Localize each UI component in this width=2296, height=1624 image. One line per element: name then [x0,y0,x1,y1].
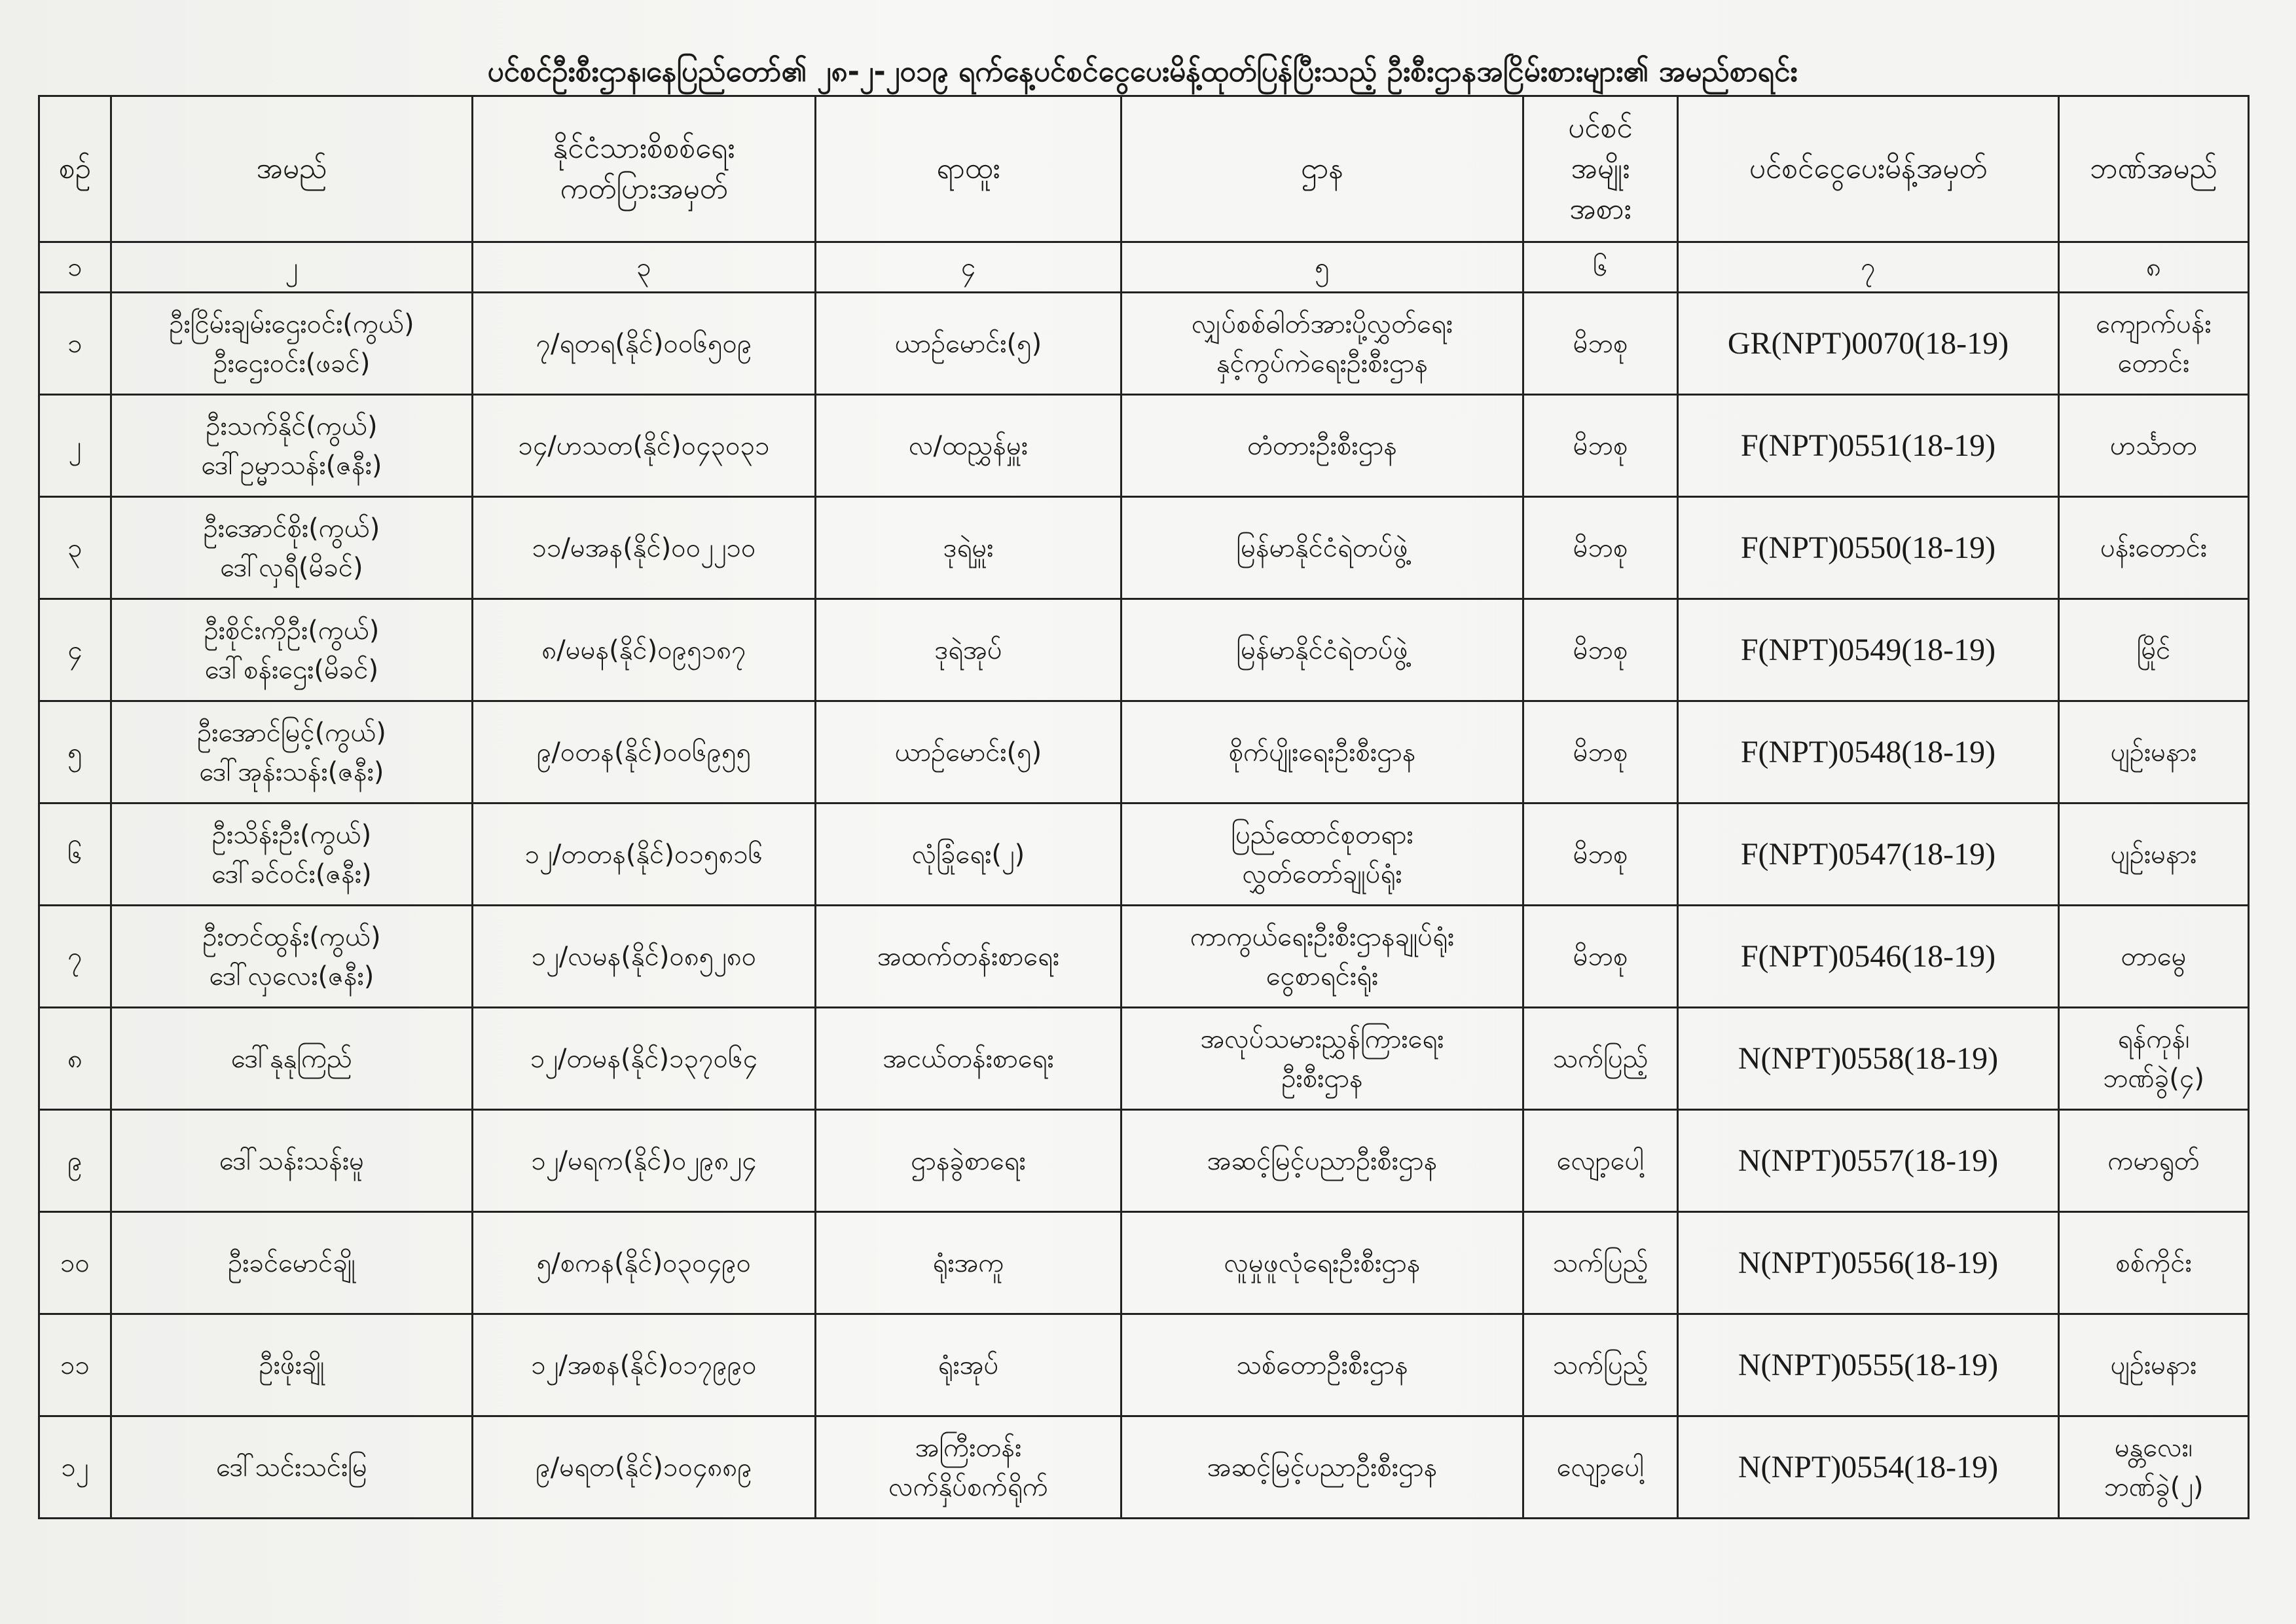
cell-department-line: မြန်မာနိုင်ငံရဲတပ်ဖွဲ့ [1236,532,1408,563]
cell-department-line: သစ်တောဦးစီးဌာန [1236,1350,1408,1380]
cell-department [1121,293,1523,395]
cell-department-line: အလုပ်သမားညွှန်ကြားရေး [1200,1024,1444,1054]
header-department [1121,96,1523,242]
cell-pension-type: မိဘစု [1523,701,1678,803]
cell-name-line: ဒေါ်နုနုကြည် [231,1043,352,1074]
header-line: ကတ်ပြားအမှတ် [560,172,728,206]
cell-order-number: N(NPT)0558(18-19) [1678,1008,2059,1110]
cell-rank [816,1416,1121,1519]
cell-nrc: ၅/စကန(နိုင်)၀၃၀၄၉၀ [473,1212,816,1314]
cell-name-line: ဦးသိန်းဦး(ကွယ်) [211,819,372,850]
header-bank [2059,96,2249,242]
cell-rank [816,803,1121,906]
cell-department-line: စိုက်ပျိုးရေးဦးစီးဌာန [1228,737,1416,767]
cell-bank-line: ပျဉ်းမနား [2110,737,2197,767]
column-number: ၂ [111,242,473,293]
table-header-row [39,96,2249,242]
cell-bank-line: ပျဉ်းမနား [2110,839,2197,870]
cell-name-line: ဒေါ်လှရီ(မိခင်) [220,552,363,583]
cell-rank-line: ရုံးအုပ် [938,1350,999,1380]
cell-order-number: F(NPT)0549(18-19) [1678,599,2059,701]
header-order-number [1678,96,2059,242]
cell-name [111,1314,473,1416]
cell-bank-line: တာမွေ [2121,941,2187,972]
cell-department [1121,906,1523,1008]
cell-bank-line: ဘဏ်ခွဲ(၄) [2102,1063,2205,1094]
header-line: နိုင်ငံသားစိစစ်ရေး [553,132,735,165]
cell-bank [2059,395,2249,497]
cell-rank-line: အကြီးတန်း [915,1432,1022,1463]
cell-name-line: ဦးသက်နိုင်(ကွယ်) [206,411,378,441]
cell-name-line: ဒေါ်သန်းသန်းမူ [219,1145,364,1176]
table-row [39,599,2249,701]
cell-rank-line: ဒုရဲအုပ် [934,635,1002,665]
cell-bank-line: ရန်ကုန်၊ [2117,1024,2190,1054]
table-row [39,1212,2249,1314]
cell-department-line: လျှပ်စစ်ဓါတ်အားပို့လွှတ်ရေး [1192,308,1453,339]
cell-pension-type: သက်ပြည့် [1523,1314,1678,1416]
cell-rank-line: လ/ထညွှန်မှူး [908,430,1029,461]
table-row [39,293,2249,395]
cell-pension-type: မိဘစု [1523,293,1678,395]
cell-name-line: ဦးခင်မောင်ချို [228,1247,355,1278]
cell-rank-line: အထက်တန်းစာရေး [877,941,1060,972]
cell-rank [816,906,1121,1008]
cell-rank [816,1110,1121,1212]
cell-name-line: ဒေါ်ဥမ္မာသန်း(ဇနီး) [201,450,382,481]
cell-bank-line: ပန်းတောင်း [2100,532,2208,563]
document-title: ပင်စင်ဦးစီးဌာန၊နေပြည်တော်၏ ၂၈-၂-၂၀၁၉ ရက်နေ့ပင်စင်ငွေပေးမိန့်ထုတ်ပြန်ပြီးသည့် ဦးစီးဌာနအငြိမ်းစားများ၏ အမည်စာရင်း [487,55,1798,88]
column-number: ၈ [2059,242,2249,293]
cell-order-number: F(NPT)0547(18-19) [1678,803,2059,906]
cell-order-number: F(NPT)0546(18-19) [1678,906,2059,1008]
cell-serial-no: ၂ [39,395,111,497]
cell-nrc: ၁၂/မရက(နိုင်)၀၂၉၈၂၄ [473,1110,816,1212]
cell-bank [2059,1212,2249,1314]
column-number: ၃ [473,242,816,293]
cell-serial-no: ၁၁ [39,1314,111,1416]
cell-department-line: ပြည်ထောင်စုတရား [1231,819,1413,850]
cell-serial-no: ၆ [39,803,111,906]
table-row [39,1110,2249,1212]
cell-nrc: ၉/ဝတန(နိုင်)၀၀၆၉၅၅ [473,701,816,803]
cell-rank [816,497,1121,599]
cell-pension-type: သက်ပြည့် [1523,1212,1678,1314]
cell-rank-line: အငယ်တန်းစာရေး [883,1043,1054,1074]
cell-department [1121,803,1523,906]
cell-name-line: ဦးတင်ထွန်း(ကွယ်) [202,921,381,952]
cell-pension-type: မိဘစု [1523,599,1678,701]
cell-serial-no: ၁၂ [39,1416,111,1519]
table-row [39,803,2249,906]
cell-nrc: ၉/မရတ(နိုင်)၁၀၄၈၈၉ [473,1416,816,1519]
cell-name [111,803,473,906]
header-pension-type [1523,96,1678,242]
cell-bank [2059,1008,2249,1110]
cell-bank-line: စစ်ကိုင်း [2115,1247,2192,1278]
cell-rank-line: ယာဉ်မောင်း(၅) [894,737,1042,767]
cell-name-line: ဒေါ်ခင်ဝင်း(ဇနီး) [211,858,372,889]
cell-rank [816,293,1121,395]
cell-department [1121,1416,1523,1519]
cell-department-line: မြန်မာနိုင်ငံရဲတပ်ဖွဲ့ [1236,635,1408,665]
cell-bank-line: ဘဏ်ခွဲ(၂) [2104,1471,2204,1502]
cell-name-line: ဦးအောင်စိုး(ကွယ်) [203,513,380,544]
cell-serial-no: ၁၀ [39,1212,111,1314]
header-line: ဘဏ်အမည် [2090,152,2217,185]
table-body [39,293,2249,1519]
cell-bank [2059,1416,2249,1519]
cell-pension-type: သက်ပြည့် [1523,1008,1678,1110]
header-no [39,96,111,242]
cell-order-number: GR(NPT)0070(18-19) [1678,293,2059,395]
cell-name [111,1008,473,1110]
cell-serial-no: ၃ [39,497,111,599]
cell-department [1121,1008,1523,1110]
cell-pension-type: မိဘစု [1523,803,1678,906]
column-number: ၁ [39,242,111,293]
cell-order-number: N(NPT)0554(18-19) [1678,1416,2059,1519]
cell-pension-type: လျော့ပေါ့ [1523,1110,1678,1212]
cell-name [111,1212,473,1314]
cell-order-number: F(NPT)0551(18-19) [1678,395,2059,497]
cell-order-number: F(NPT)0548(18-19) [1678,701,2059,803]
cell-rank-line: ယာဉ်မောင်း(၅) [894,328,1042,359]
cell-name-line: ဦးအောင်မြင့်(ကွယ်) [197,717,386,748]
cell-bank-line: ကမာရွတ် [2107,1145,2200,1176]
cell-bank [2059,701,2249,803]
cell-pension-type: မိဘစု [1523,497,1678,599]
cell-serial-no: ၈ [39,1008,111,1110]
cell-serial-no: ၅ [39,701,111,803]
cell-pension-type: လျော့ပေါ့ [1523,1416,1678,1519]
cell-rank-line: ရုံးအကူ [932,1247,1004,1278]
cell-department-line: ဦးစီးဌာန [1281,1063,1363,1094]
cell-nrc: ၇/ရတရ(နိုင်)၀၀၆၅၀၉ [473,293,816,395]
cell-order-number: N(NPT)0557(18-19) [1678,1110,2059,1212]
cell-name-line: ဒေါ်သင်းသင်းမြ [216,1452,367,1483]
header-line: ပင်စင်ငွေပေးမိန့်အမှတ် [1749,152,1988,185]
table-row [39,1416,2249,1519]
cell-name-line: ဒေါ်လှလေး(ဇနီး) [209,961,374,991]
cell-department-line: လွှတ်တော်ချုပ်ရုံး [1242,858,1402,889]
table-row [39,395,2249,497]
cell-name [111,395,473,497]
header-line: စဉ် [58,152,92,185]
cell-bank [2059,803,2249,906]
table-row [39,906,2249,1008]
cell-bank [2059,497,2249,599]
cell-nrc: ၁၁/မအန(နိုင်)၀၀၂၂၁၀ [473,497,816,599]
cell-nrc: ၁၂/တတန(နိုင်)၀၁၅၈၁၆ [473,803,816,906]
cell-bank [2059,1110,2249,1212]
cell-name-line: ဦးစိုင်းကိုဦး(ကွယ်) [204,615,380,646]
table-row [39,1008,2249,1110]
cell-name [111,1110,473,1212]
header-line: အမျိုး [1571,152,1630,185]
cell-name-line: ဒေါ်အုန်းသန်း(ဇနီး) [199,756,384,787]
column-number: ၄ [816,242,1121,293]
cell-rank-line: လက်နှိပ်စက်ရိုက် [888,1471,1048,1502]
cell-department [1121,497,1523,599]
cell-nrc: ၁၂/လမန(နိုင်)၀၈၅၂၈၀ [473,906,816,1008]
cell-pension-type: မိဘစု [1523,395,1678,497]
pension-register-table [38,95,2250,1519]
cell-nrc: ၁၂/တမန(နိုင်)၁၃၇၀၆၄ [473,1008,816,1110]
cell-department [1121,1212,1523,1314]
table-row [39,1314,2249,1416]
cell-department [1121,599,1523,701]
cell-department-line: တံတားဦးစီးဌာန [1247,430,1397,461]
cell-nrc: ၁၄/ဟသတ(နိုင်)၀၄၃၀၃၁ [473,395,816,497]
cell-department-line: ကာကွယ်ရေးဦးစီးဌာနချုပ်ရုံး [1190,921,1455,952]
cell-rank-line: ဌာနခွဲစာရေး [911,1145,1026,1176]
cell-serial-no: ၉ [39,1110,111,1212]
cell-bank-line: ကျောက်ပန်း [2096,308,2212,339]
cell-pension-type: မိဘစု [1523,906,1678,1008]
cell-name [111,599,473,701]
cell-department-line: နှင့်ကွပ်ကဲရေးဦးစီးဌာန [1216,348,1429,378]
cell-department-line: အဆင့်မြင့်ပညာဦးစီးဌာန [1207,1145,1438,1176]
cell-department-line: လူမှုဖူလုံရေးဦးစီးဌာန [1224,1247,1421,1278]
cell-department [1121,1110,1523,1212]
header-name [111,96,473,242]
header-line: အစား [1569,193,1631,226]
cell-department-line: ငွေစာရင်းရုံး [1266,961,1379,991]
header-line: ဌာန [1300,152,1344,185]
cell-nrc: ၁၂/အစန(နိုင်)၀၁၇၉၉၀ [473,1314,816,1416]
cell-rank-line: ဒုရဲမှူး [943,532,994,563]
cell-bank [2059,599,2249,701]
cell-bank [2059,293,2249,395]
cell-name [111,701,473,803]
header-line: အမည် [256,152,327,185]
cell-serial-no: ၁ [39,293,111,395]
cell-department [1121,701,1523,803]
cell-bank-line: မန္တလေး၊ [2114,1432,2193,1463]
cell-name-line: ဒေါ်စန်းဌေး(မိခင်) [204,654,379,685]
cell-rank [816,1008,1121,1110]
cell-rank [816,1212,1121,1314]
column-number-row [39,242,2249,293]
cell-bank-line: တောင်း [2117,348,2190,378]
cell-rank-line: လုံခြုံရေး(၂) [911,839,1025,870]
cell-department-line: အဆင့်မြင့်ပညာဦးစီးဌာန [1207,1452,1438,1483]
cell-rank [816,395,1121,497]
cell-bank [2059,1314,2249,1416]
header-nrc [473,96,816,242]
cell-bank [2059,906,2249,1008]
cell-order-number: F(NPT)0550(18-19) [1678,497,2059,599]
cell-name [111,1416,473,1519]
header-line: ပင်စင် [1568,111,1633,145]
column-number: ၆ [1523,242,1678,293]
cell-bank-line: ဟင်္သာတ [2109,430,2198,461]
column-number: ၅ [1121,242,1523,293]
cell-rank [816,1314,1121,1416]
cell-department [1121,1314,1523,1416]
header-line: ရာထူး [936,152,1000,185]
cell-name [111,293,473,395]
cell-name [111,906,473,1008]
table-row [39,701,2249,803]
cell-rank [816,701,1121,803]
cell-name [111,497,473,599]
column-number: ၇ [1678,242,2059,293]
cell-name-line: ဦးငြိမ်းချမ်းဌေးဝင်း(ကွယ်) [169,308,414,339]
cell-department [1121,395,1523,497]
cell-name-line: ဦးဖိုးချို [259,1350,325,1380]
cell-bank-line: ပျဉ်းမနား [2110,1350,2197,1380]
cell-serial-no: ၄ [39,599,111,701]
cell-serial-no: ၇ [39,906,111,1008]
cell-rank [816,599,1121,701]
cell-name-line: ဦးဌေးဝင်း(ဖခင်) [213,348,371,378]
cell-order-number: N(NPT)0556(18-19) [1678,1212,2059,1314]
cell-order-number: N(NPT)0555(18-19) [1678,1314,2059,1416]
cell-nrc: ၈/မမန(နိုင်)၀၉၅၁၈၇ [473,599,816,701]
header-rank [816,96,1121,242]
cell-bank-line: မြိုင် [2136,635,2171,665]
table-row [39,497,2249,599]
